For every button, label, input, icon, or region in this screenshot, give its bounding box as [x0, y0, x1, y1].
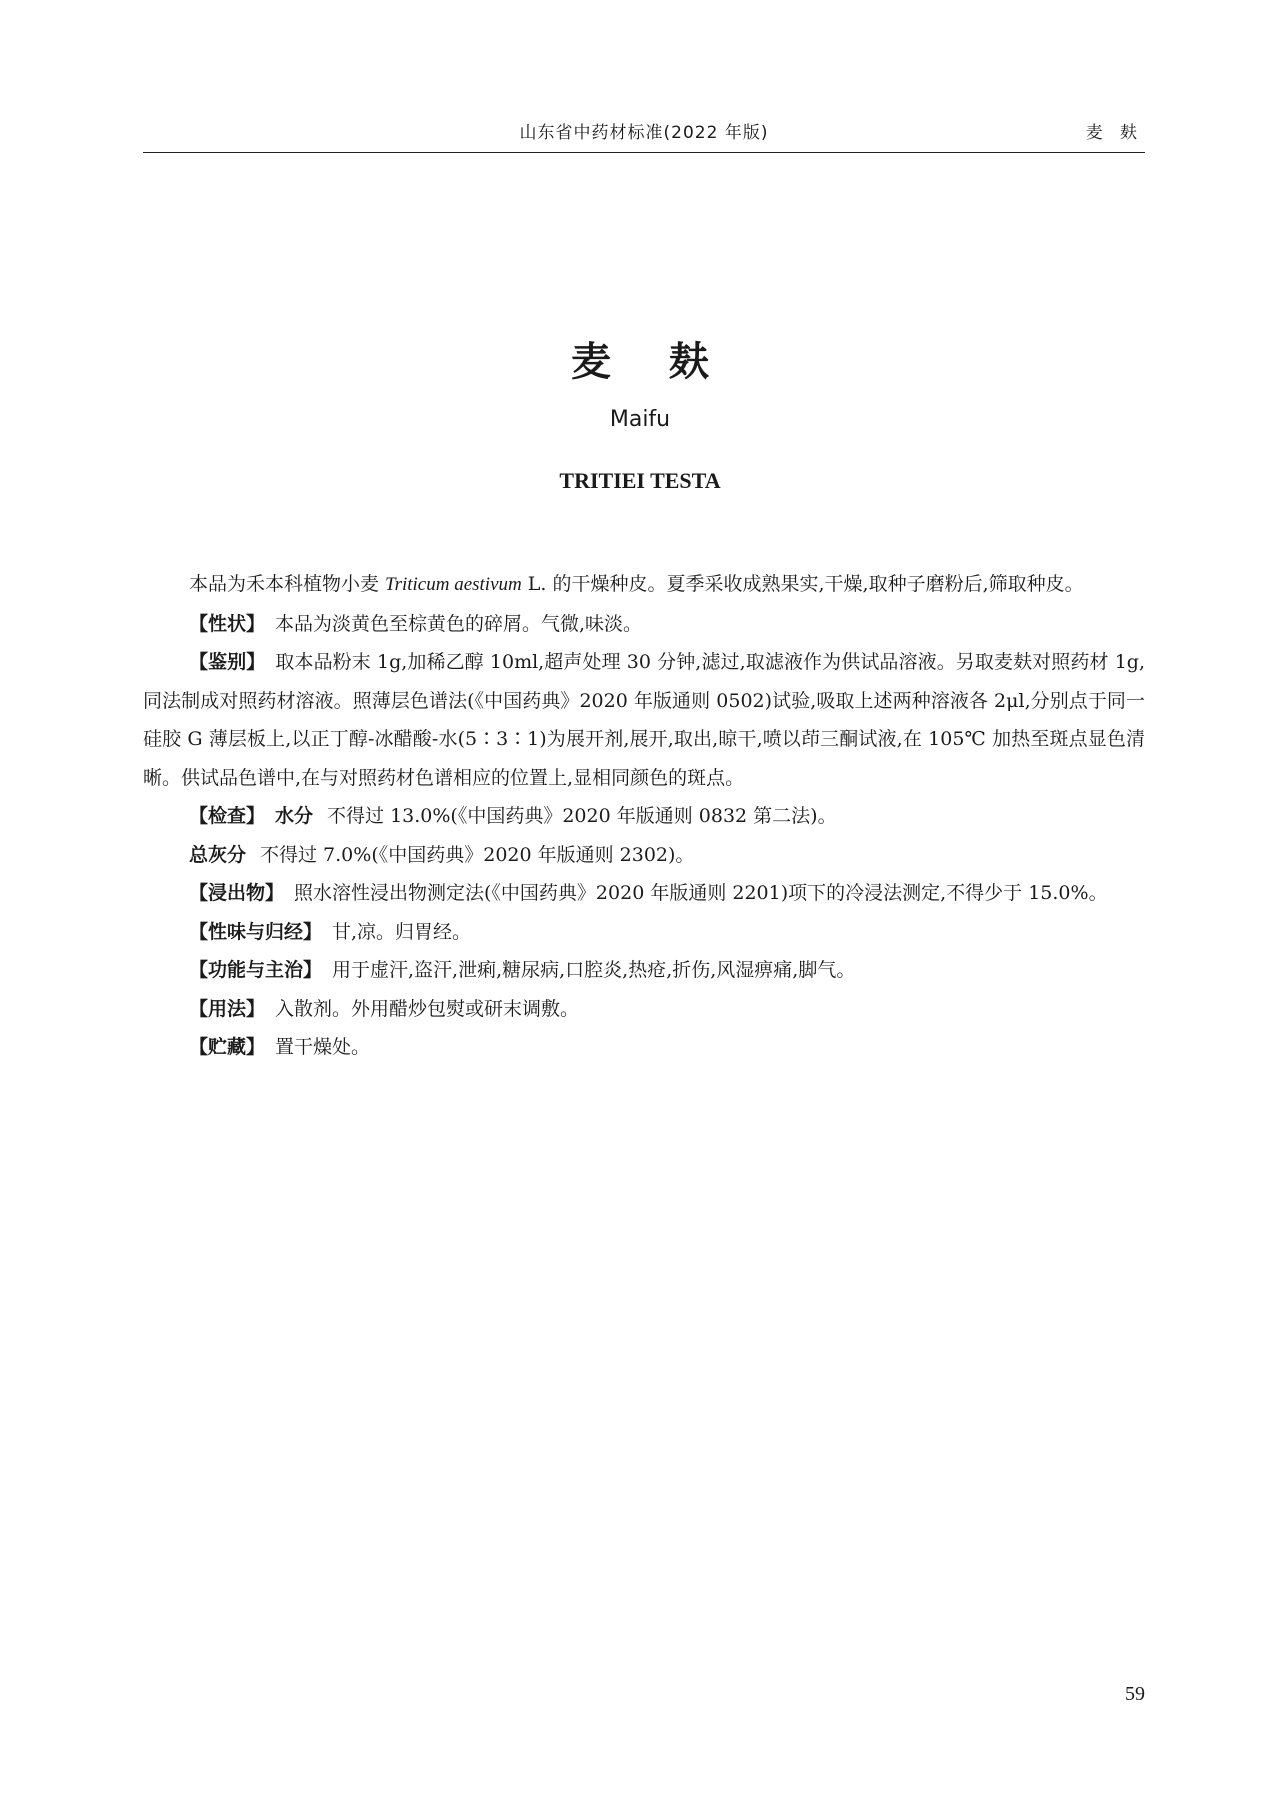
section-label: 【浸出物】	[189, 882, 285, 904]
section-total-ash	[143, 836, 1145, 875]
page-number: 59	[1125, 1683, 1145, 1705]
section-label: 【性状】	[189, 612, 266, 635]
monograph-body	[143, 565, 1145, 1067]
section-text: 本品为淡黄色至棕黄色的碎屑。气微,味淡。	[275, 612, 643, 635]
pinyin-title: Maifu	[609, 407, 671, 432]
section-jinchuwu	[143, 874, 1145, 913]
running-title: 山东省中药材标准(2022 年版)	[519, 123, 769, 143]
species-name: Triticum aestivum	[385, 574, 522, 595]
section-text: 置干燥处。	[275, 1036, 371, 1058]
intro-text-after: L. 的干燥种皮。夏季采收成熟果实,干燥,取种子磨粉后,筛取种皮。	[521, 573, 1084, 595]
water-label: 水分	[275, 805, 314, 827]
section-label: 【功能与主治】	[189, 959, 323, 981]
water-text: 不得过 13.0%(《中国药典》2020 年版通则 0832 第二法)。	[327, 805, 837, 827]
section-text: 照水溶性浸出物测定法(《中国药典》2020 年版通则 2201)项下的冷浸法测定,不得少于 15.0%。	[294, 882, 1108, 904]
intro-paragraph	[143, 565, 1145, 605]
ash-text: 不得过 7.0%(《中国药典》2020 年版通则 2302)。	[260, 843, 695, 866]
section-text: 入散剂。外用醋炒包熨或研末调敷。	[275, 997, 580, 1020]
section-jianbie	[143, 643, 1145, 797]
page-title: 麦 麸	[571, 339, 731, 385]
latin-title: TRITIEI TESTA	[559, 468, 721, 493]
section-xingwei	[143, 913, 1145, 952]
section-zhucang	[143, 1028, 1145, 1067]
section-label: 【用法】	[189, 997, 266, 1020]
running-entry-name: 麦 麸	[1085, 123, 1143, 143]
section-label: 【检查】	[189, 805, 266, 827]
section-text: 用于虚汗,盗汗,泄痢,糖尿病,口腔炎,热疮,折伤,风湿痹痛,脚气。	[332, 959, 856, 981]
ash-label: 总灰分	[189, 843, 247, 866]
section-gongneng	[143, 951, 1145, 990]
section-xingzhuang	[143, 605, 1145, 644]
section-label: 【鉴别】	[189, 651, 266, 673]
section-jiancha	[143, 797, 1145, 836]
intro-text-before: 本品为禾本科植物小麦	[189, 573, 386, 595]
section-label: 【贮藏】	[189, 1036, 266, 1058]
section-text: 取本品粉末 1g,加稀乙醇 10ml,超声处理 30 分钟,滤过,取滤液作为供试品溶液。另取麦麸对照药材 1g,同法制成对照药材溶液。照薄层色谱法(《中国药典》2020 年版通则 0502)试验,吸取上述两种溶液各 2μl,分别点于同一硅胶 G 薄层板上,以正丁醇-冰醋酸-水(5∶3∶1)为展开剂,展开,取出,晾干,喷以茚三酮试液,在 105℃ 加热至斑点显色清晰。供试品色谱中,在与对照药材色谱相应的位置上,显相同颜色的斑点。	[143, 651, 1145, 789]
section-label: 【性味与归经】	[189, 920, 323, 943]
section-yongfa	[143, 990, 1145, 1029]
running-header	[143, 116, 1145, 153]
section-text: 甘,凉。归胃经。	[332, 920, 472, 943]
